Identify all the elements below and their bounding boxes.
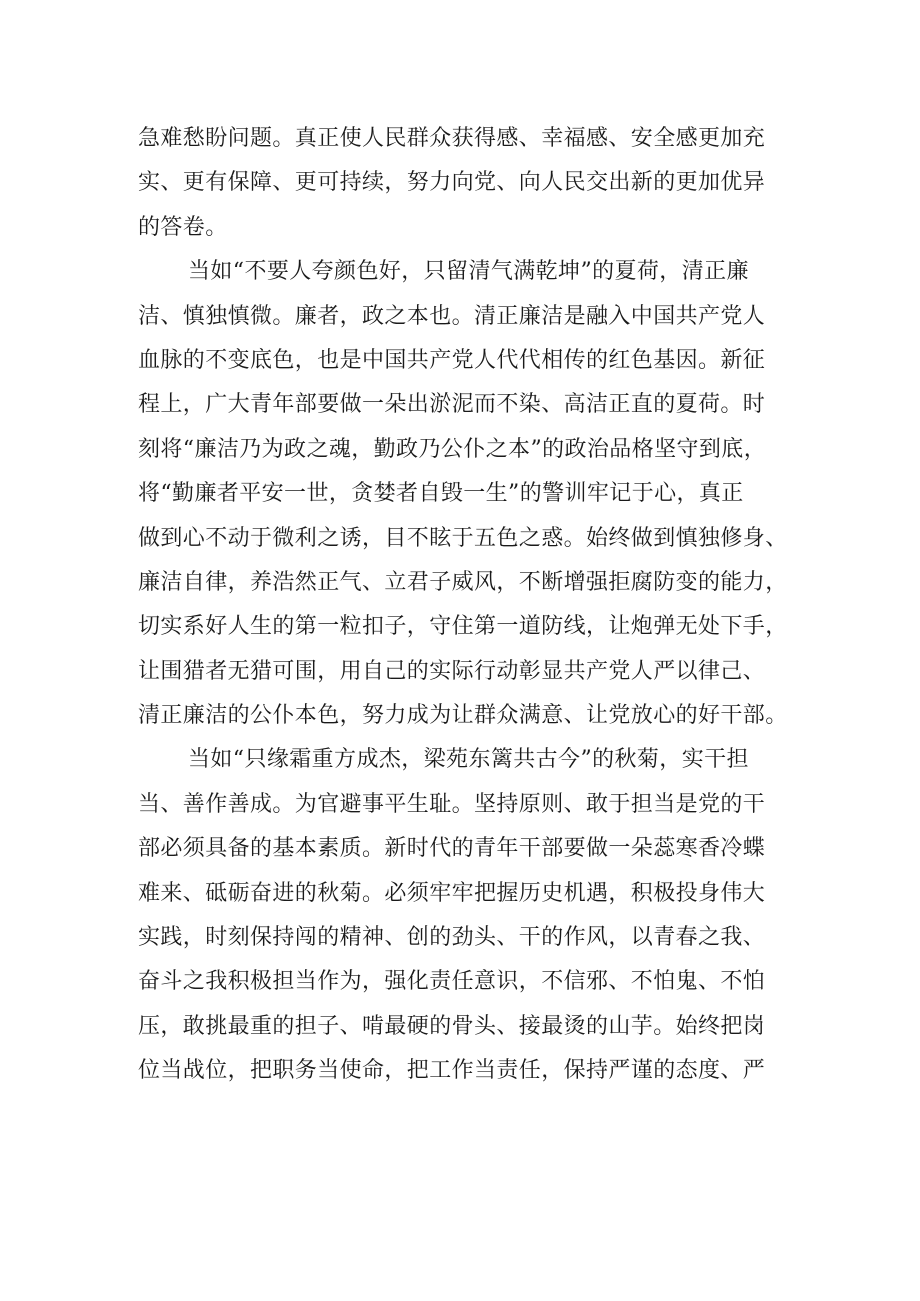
- text-line: 的答卷。: [138, 214, 228, 240]
- text-line: 难来、砥砺奋进的秋菊。必须牢牢把握历史机遇，积极投身伟大: [138, 880, 766, 906]
- text-line: 将“勤廉者平安一世，贪婪者自毁一生”的警训牢记于心，真正: [138, 481, 744, 507]
- text-line: 血脉的不变底色，也是中国共产党人代代相传的红色基因。新征: [138, 347, 766, 373]
- text-line: 程上，广大青年部要做一朵出淤泥而不染、高洁正直的夏荷。时: [138, 392, 766, 418]
- text-line: 刻将“廉洁乃为政之魂，勤政乃公仆之本”的政治品格坚守到底，: [138, 436, 767, 462]
- text-line: 洁、慎独慎微。廉者，政之本也。清正廉洁是融入中国共产党人: [138, 303, 766, 329]
- text-line: 压，敢挑最重的担子、啃最硬的骨头、接最烫的山芋。始终把岗: [138, 1013, 766, 1039]
- text-line: 切实系好人生的第一粒扣子，守住第一道防线，让炮弹无处下手，: [138, 614, 788, 640]
- text-line: 部必须具备的基本素质。新时代的青年干部要做一朵蕊寒香冷蝶: [138, 836, 766, 862]
- text-line: 让围猎者无猎可围，用自己的实际行动彰显共产党人严以律己、: [138, 658, 766, 684]
- paragraph-first-line: 当如“只缘霜重方成杰，梁苑东篱共古今”的秋菊，实干担: [188, 747, 749, 773]
- text-line: 实、更有保障、更可持续，努力向党、向人民交出新的更加优异: [138, 170, 766, 196]
- text-line: 当、善作善成。为官避事平生耻。坚持原则、敢于担当是党的干: [138, 791, 766, 817]
- text-line: 奋斗之我积极担当作为，强化责任意识，不信邪、不怕鬼、不怕: [138, 969, 766, 995]
- text-line: 急难愁盼问题。真正使人民群众获得感、幸福感、安全感更加充: [138, 126, 766, 151]
- text-line: 做到心不动于微利之诱，目不眩于五色之惑。始终做到慎独修身、: [138, 525, 788, 551]
- body-text: [138, 117, 798, 1094]
- paragraph-first-line: 当如“不要人夸颜色好，只留清气满乾坤”的夏荷，清正廉: [188, 259, 749, 285]
- text-line: 清正廉洁的公仆本色，努力成为让群众满意、让党放心的好干部。: [138, 703, 788, 729]
- text-line: 廉洁自律，养浩然正气、立君子威风，不断增强拒腐防变的能力，: [138, 569, 788, 595]
- text-line: 位当战位，把职务当使命，把工作当责任，保持严谨的态度、严: [138, 1058, 766, 1084]
- text-line: 实践，时刻保持闯的精神、创的劲头、干的作风，以青春之我、: [138, 925, 766, 951]
